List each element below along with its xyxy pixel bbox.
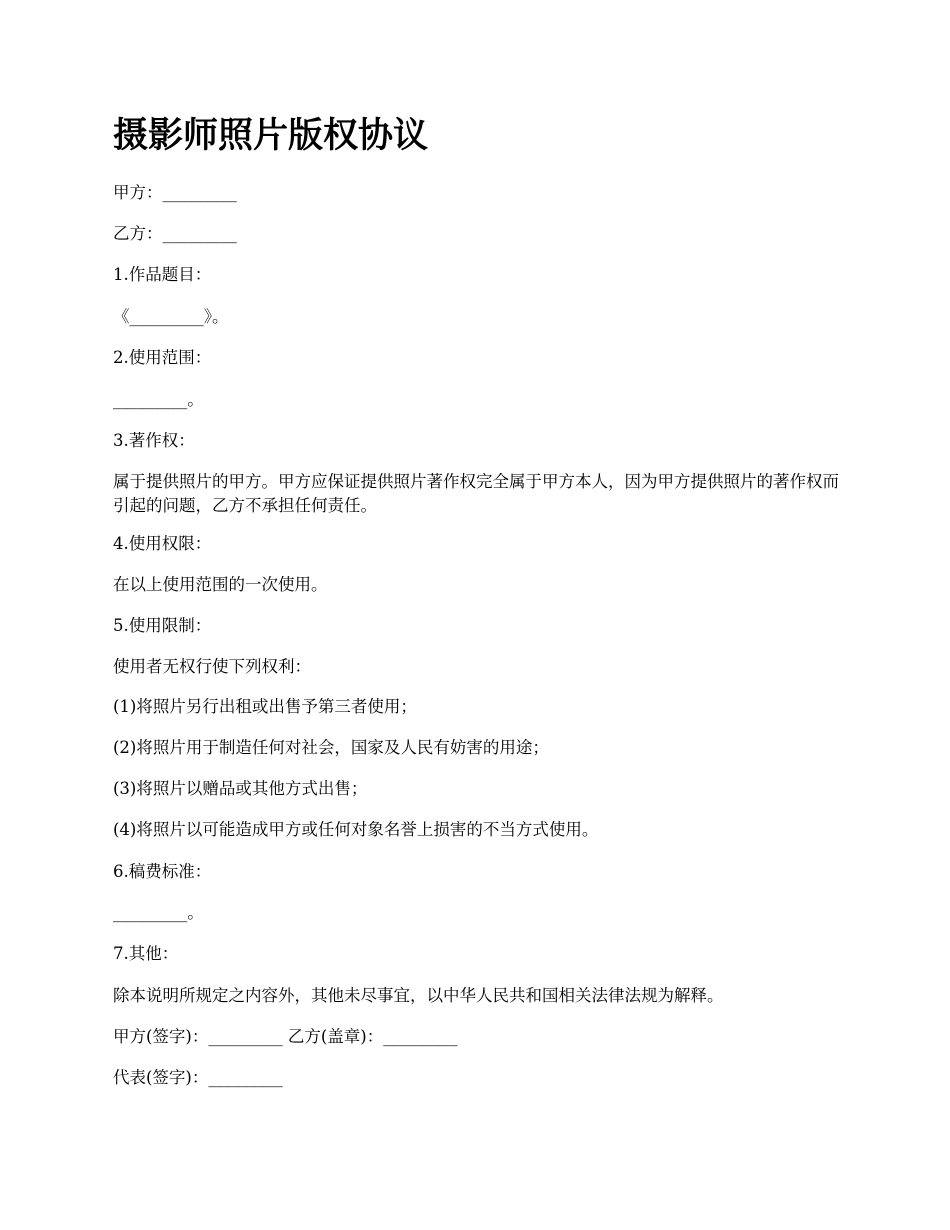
document-title: 摄影师照片版权协议 [113,116,429,156]
section-6-body: _________。 [113,903,204,922]
party-b-line: 乙方：_________ [113,224,237,243]
representative-signature-line: 代表(签字)：_________ [113,1068,283,1087]
restriction-item: (2)将照片用于制造任何对社会，国家及人民有妨害的用途； [113,738,549,757]
section-6-heading: 6.稿费标准： [113,862,212,881]
section-1-heading: 1.作品题目： [113,265,212,284]
section-4-heading: 4.使用权限： [113,534,212,553]
section-1-body: 《_________》。 [113,307,229,326]
party-a-line: 甲方：_________ [113,183,237,202]
section-5-intro: 使用者无权行使下列权利： [113,657,311,676]
section-7-heading: 7.其他： [113,944,179,963]
section-5-heading: 5.使用限制： [113,616,212,635]
section-3-body: 属于提供照片的甲方。甲方应保证提供照片著作权完全属于甲方本人，因为甲方提供照片的著作权而引起的问题，乙方不承担任何责任。 [113,472,839,515]
section-7-body: 除本说明所规定之内容外，其他未尽事宜，以中华人民共和国相关法律法规为解释。 [113,986,724,1005]
restriction-item: (3)将照片以赠品或其他方式出售； [113,779,368,798]
section-2-heading: 2.使用范围： [113,348,212,367]
restriction-item: (1)将照片另行出租或出售予第三者使用； [113,697,417,716]
section-3-heading: 3.著作权： [113,431,195,450]
section-4-body: 在以上使用范围的一次使用。 [113,575,328,594]
signature-line: 甲方(签字)：_________ 乙方(盖章)：_________ [113,1027,458,1046]
section-2-body: _________。 [113,390,204,409]
restriction-item: (4)将照片以可能造成甲方或任何对象名誉上损害的不当方式使用。 [113,820,599,839]
